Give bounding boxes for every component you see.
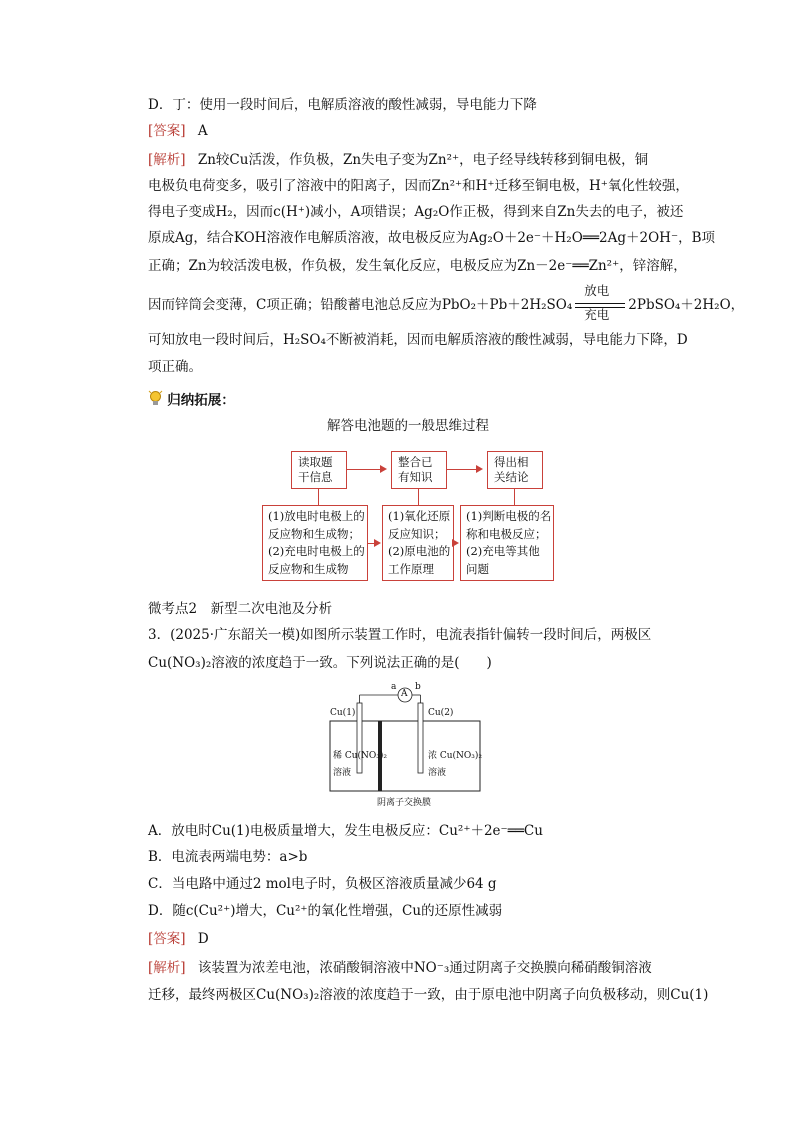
- right-solution-label-2: 溶液: [428, 768, 447, 778]
- electrode-cu2: [418, 703, 423, 773]
- flow-text: (2)充电时电极上的: [268, 544, 365, 558]
- flow-box-detail-3: [460, 505, 554, 581]
- left-solution-label-2: 溶液: [333, 768, 352, 778]
- answer-tag: [答案]: [148, 123, 186, 139]
- flow-text: (2)原电池的: [388, 544, 451, 558]
- terminal-a-label: a: [391, 682, 397, 692]
- option-c: C．当电路中通过2 mol电子时，负极区溶液质量减少64 g: [148, 876, 497, 892]
- flow-text: 整合已: [398, 455, 433, 469]
- left-solution-label: 稀 Cu(NO₃)₂: [333, 751, 388, 761]
- question-stem-2: Cu(NO₃)₂溶液的浓度趋于一致。下列说法正确的是( ): [148, 655, 492, 671]
- flowchart-title: 解答电池题的一般思维过程: [327, 418, 489, 434]
- answer-value: A: [197, 123, 208, 139]
- flow-box-read: [291, 451, 347, 489]
- flow-text: (1)判断电极的名: [466, 509, 552, 523]
- q3-explanation-line-2: 迁移，最终两极区Cu(NO₃)₂溶液的浓度趋于一致，由于原电池中阴离子向负极移动，则Cu(1): [148, 987, 709, 1003]
- arrow-right-icon: [447, 469, 481, 470]
- option-d-text: D．丁：使用一段时间后，电解质溶液的酸性减弱，导电能力下降: [148, 97, 537, 113]
- explanation-tag: [解析]: [148, 960, 186, 976]
- flow-box-conclude: [487, 451, 543, 489]
- explanation-text: 2PbSO₄＋2H₂O，: [628, 297, 745, 313]
- connector-line: [514, 489, 515, 505]
- explanation-text: 因而锌筒会变薄，C项正确；铅酸蓄电池总反应为PbO₂＋Pb＋2H₂SO₄: [148, 297, 573, 313]
- flow-text: 反应物和生成物: [268, 561, 349, 576]
- electrode-cu1-label: Cu(1): [330, 708, 356, 718]
- arrow-top-label: 放电: [584, 283, 610, 298]
- q3-explanation-line-1: [148, 959, 652, 977]
- flow-text: 关结论: [494, 470, 529, 484]
- electrode-cu2-label: Cu(2): [428, 708, 454, 718]
- answer-value: D: [197, 931, 209, 947]
- flow-text: (1)氧化还原: [388, 509, 451, 523]
- summary-label-row: [148, 390, 235, 412]
- arrow-bottom-label: 充电: [584, 307, 610, 322]
- explanation-line-3: 得电子变成H₂，因而c(H⁺)减小，A项错误；Ag₂O作正极，得到来自Zn失去的电子，被还: [148, 204, 684, 220]
- option-b: B．电流表两端电势：a>b: [148, 849, 308, 865]
- option-d: D．随c(Cu²⁺)增大，Cu²⁺的氧化性增强，Cu的还原性减弱: [148, 903, 503, 919]
- explanation-line-1: [148, 151, 648, 169]
- terminal-b-label: b: [415, 682, 421, 692]
- explanation-line-5: 正确；Zn为较活泼电极，作负极，发生氧化反应，电极反应为Zn－2e⁻══Zn²⁺，锌溶解，: [148, 258, 687, 274]
- explanation-line-7: 可知放电一段时间后，H₂SO₄不断被消耗，因而电解质溶液的酸性减弱，导电能力下降，D: [148, 332, 688, 348]
- section-heading: 微考点2 新型二次电池及分析: [148, 601, 333, 617]
- question-stem-1: 3．(2025·广东韶关一模)如图所示装置工作时，电流表指针偏转一段时间后，两极区: [148, 627, 652, 643]
- arrow-right-icon: [454, 543, 457, 544]
- ammeter-label: A: [401, 689, 408, 699]
- flow-text: 读取题: [298, 455, 333, 469]
- flow-text: 称和电极反应；: [466, 526, 547, 541]
- flow-text: 干信息: [298, 470, 333, 484]
- explanation-line-2: 电极负电荷变多，吸引了溶液中的阳离子，因而Zn²⁺和H⁺迁移至铜电极，H⁺氧化性较强，: [148, 178, 689, 194]
- membrane-label: 阴离子交换膜: [377, 798, 432, 808]
- flow-text: 问题: [466, 561, 489, 576]
- flow-text: 反应知识；: [388, 526, 446, 541]
- lightbulb-icon: [148, 390, 163, 412]
- flow-text: (2)充电等其他: [466, 544, 540, 558]
- explanation-line-6: [148, 283, 745, 322]
- right-solution-label: 浓 Cu(NO₃)₂: [428, 751, 483, 761]
- connector-line: [318, 489, 319, 505]
- explanation-text: Zn较Cu活泼，作负极，Zn失电子变为Zn²⁺，电子经导线转移到铜电极，铜: [197, 152, 649, 168]
- arrow-right-icon: [347, 469, 385, 470]
- connector-line: [418, 489, 419, 505]
- flow-box-detail-2: [382, 505, 454, 581]
- summary-label: 归纳拓展：: [167, 392, 235, 409]
- cell-diagram: [325, 683, 485, 813]
- flow-text: 得出相: [494, 455, 529, 469]
- flow-box-integrate: [391, 451, 447, 489]
- explanation-line-4: 原成Ag，结合KOH溶液作电解质溶液，故电极反应为Ag₂O＋2e⁻＋H₂O══2Ag＋2OH⁻，B项: [148, 230, 715, 246]
- flow-text: (1)放电时电极上的: [268, 509, 365, 523]
- answer-tag: [答案]: [148, 931, 186, 947]
- explanation-line-8: 项正确。: [148, 359, 202, 375]
- option-a: A．放电时Cu(1)电极质量增大，发生电极反应：Cu²⁺＋2e⁻══Cu: [148, 823, 543, 839]
- answer-line-2: [148, 930, 209, 948]
- flow-text: 有知识: [398, 470, 433, 484]
- reversible-arrow: [572, 283, 628, 322]
- explanation-text: 该装置为浓差电池，浓硝酸铜溶液中NO⁻₃通过阴离子交换膜向稀硝酸铜溶液: [197, 960, 652, 976]
- electrode-cu1: [357, 703, 362, 773]
- flow-text: 工作原理: [388, 561, 434, 576]
- flow-text: 反应物和生成物；: [268, 526, 360, 541]
- flow-box-detail-1: [262, 505, 368, 581]
- explanation-tag: [解析]: [148, 152, 186, 168]
- answer-line-1: [148, 122, 208, 140]
- arrow-right-icon: [368, 543, 379, 544]
